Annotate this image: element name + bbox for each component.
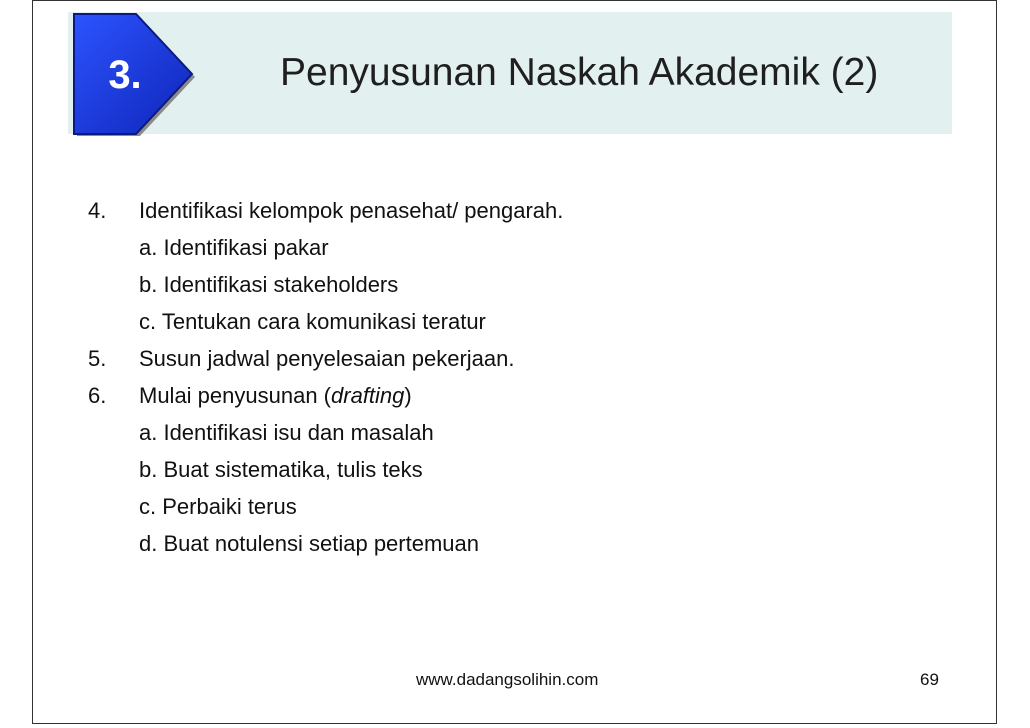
item-text: Susun jadwal penyelesaian pekerjaan. [139,346,515,371]
item-text: d. Buat notulensi setiap pertemuan [139,531,480,556]
item-text: b. Buat sistematika, tulis teks [139,457,423,482]
item-number: 4. [88,198,107,223]
item-text: c. Tentukan cara komunikasi teratur [139,309,486,334]
item-text: Mulai penyusunan (drafting) [139,383,412,408]
item-text: Identifikasi kelompok penasehat/ pengarah. [139,198,564,223]
slide-number: 3. [108,53,142,97]
item-text: a. Identifikasi pakar [139,235,329,260]
slide-title: Penyusunan Naskah Akademik (2) [280,51,879,94]
item-text: c. Perbaiki terus [139,494,297,519]
item-text: b. Identifikasi stakeholders [139,272,399,297]
page-number: 69 [920,670,939,689]
item-number: 5. [88,346,107,371]
item-text: a. Identifikasi isu dan masalah [139,420,434,445]
item-italic-term: drafting [331,383,405,408]
footer-url: www.dadangsolihin.com [416,670,599,689]
item-number: 6. [88,383,107,408]
